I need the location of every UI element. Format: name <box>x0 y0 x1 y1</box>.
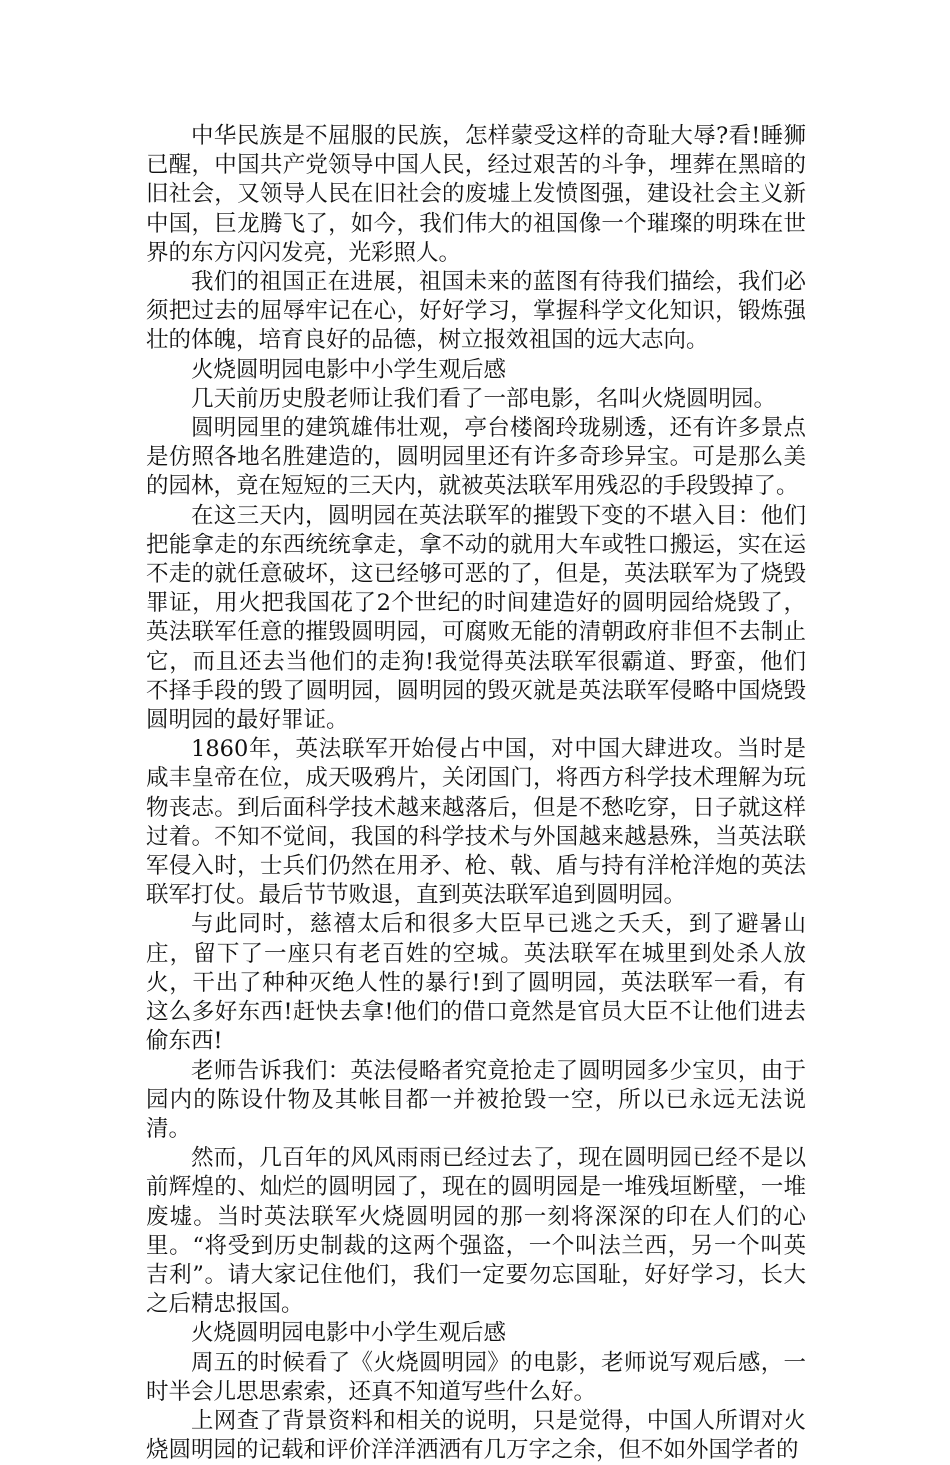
paragraph-5: 在这三天内，圆明园在英法联军的摧毁下变的不堪入目：他们把能拿走的东西统统拿走，拿不动的就用大车或牲口搬运，实在运不走的就任意破坏，这已经够可恶的了，但是，英法联军为了烧毁罪证，用火把我国花了2个世纪的时间建造好的圆明园给烧毁了，英法联军任意的摧毁圆明园，可腐败无能的清朝政府非但不去制止它，而且还去当他们的走狗!我觉得英法联军很霸道、野蛮，他们不择手段的毁了圆明园，圆明园的毁灭就是英法联军侵略中国烧毁圆明园的最好罪证。 <box>146 502 806 734</box>
paragraph-11: 上网查了背景资料和相关的说明，只是觉得，中国人所谓对火烧圆明园的记载和评价洋洋洒洒有几万字之余，但不如外国学者的 <box>146 1407 806 1464</box>
paragraph-9: 然而，几百年的风风雨雨已经过去了，现在圆明园已经不是以前辉煌的、灿烂的圆明园了，现在的圆明园是一堆残垣断壁，一堆废墟。当时英法联军火烧圆明园的那一刻将深深的印在人们的心里。“将受到历史制裁的这两个强盗，一个叫法兰西，另一个叫英吉利”。请大家记住他们，我们一定要勿忘国耻，好好学习，长大之后精忠报国。 <box>146 1145 806 1318</box>
paragraph-1: 中华民族是不屈服的民族，怎样蒙受这样的奇耻大辱?看!睡狮已醒，中国共产党领导中国人民，经过艰苦的斗争，埋葬在黑暗的旧社会，又领导人民在旧社会的废墟上发愤图强，建设社会主义新中国，巨龙腾飞了，如今，我们伟大的祖国像一个璀璨的明珠在世界的东方闪闪发亮，光彩照人。 <box>146 123 806 266</box>
paragraph-2: 我们的祖国正在进展，祖国未来的蓝图有待我们描绘，我们必须把过去的屈辱牢记在心，好好学习，掌握科学文化知识，锻炼强壮的体魄，培育良好的品德，树立报效祖国的远大志向。 <box>146 269 806 354</box>
document-page <box>146 122 806 1465</box>
paragraph-3: 几天前历史殷老师让我们看了一部电影，名叫火烧圆明园。 <box>191 385 777 412</box>
paragraph-4: 圆明园里的建筑雄伟壮观，亭台楼阁玲珑剔透，还有许多景点是仿照各地名胜建造的，圆明园里还有许多奇珍异宝。可是那么美的园林，竟在短短的三天内，就被英法联军用残忍的手段毁掉了。 <box>146 415 806 500</box>
paragraph-7: 与此同时，慈禧太后和很多大臣早已逃之夭夭，到了避暑山庄，留下了一座只有老百姓的空城。英法联军在城里到处杀人放火，干出了种种灭绝人性的暴行!到了圆明园，英法联军一看，有这么多好东西!赶快去拿!他们的借口竟然是官员大臣不让他们进去偷东西! <box>146 911 806 1055</box>
paragraph-8: 老师告诉我们：英法侵略者究竟抢走了圆明园多少宝贝，由于园内的陈设什物及其帐目都一并被抢毁一空，所以已永远无法说清。 <box>146 1057 806 1142</box>
section-heading-2: 火烧圆明园电影中小学生观后感 <box>191 1320 507 1347</box>
paragraph-10: 周五的时候看了《火烧圆明园》的电影，老师说写观后感，一时半会儿思思索索，还真不知道写些什么好。 <box>146 1349 806 1405</box>
section-heading-1: 火烧圆明园电影中小学生观后感 <box>191 356 507 383</box>
paragraph-6: 1860年，英法联军开始侵占中国，对中国大肆进攻。当时是咸丰皇帝在位，成天吸鸦片，关闭国门，将西方科学技术理解为玩物丧志。到后面科学技术越来越落后，但是不愁吃穿，日子就这样过着。不知不觉间，我国的科学技术与外国越来越悬殊，当英法联军侵入时，士兵们仍然在用矛、枪、戟、盾与持有洋枪洋炮的英法联军打仗。最后节节败退，直到英法联军追到圆明园。 <box>146 736 806 909</box>
